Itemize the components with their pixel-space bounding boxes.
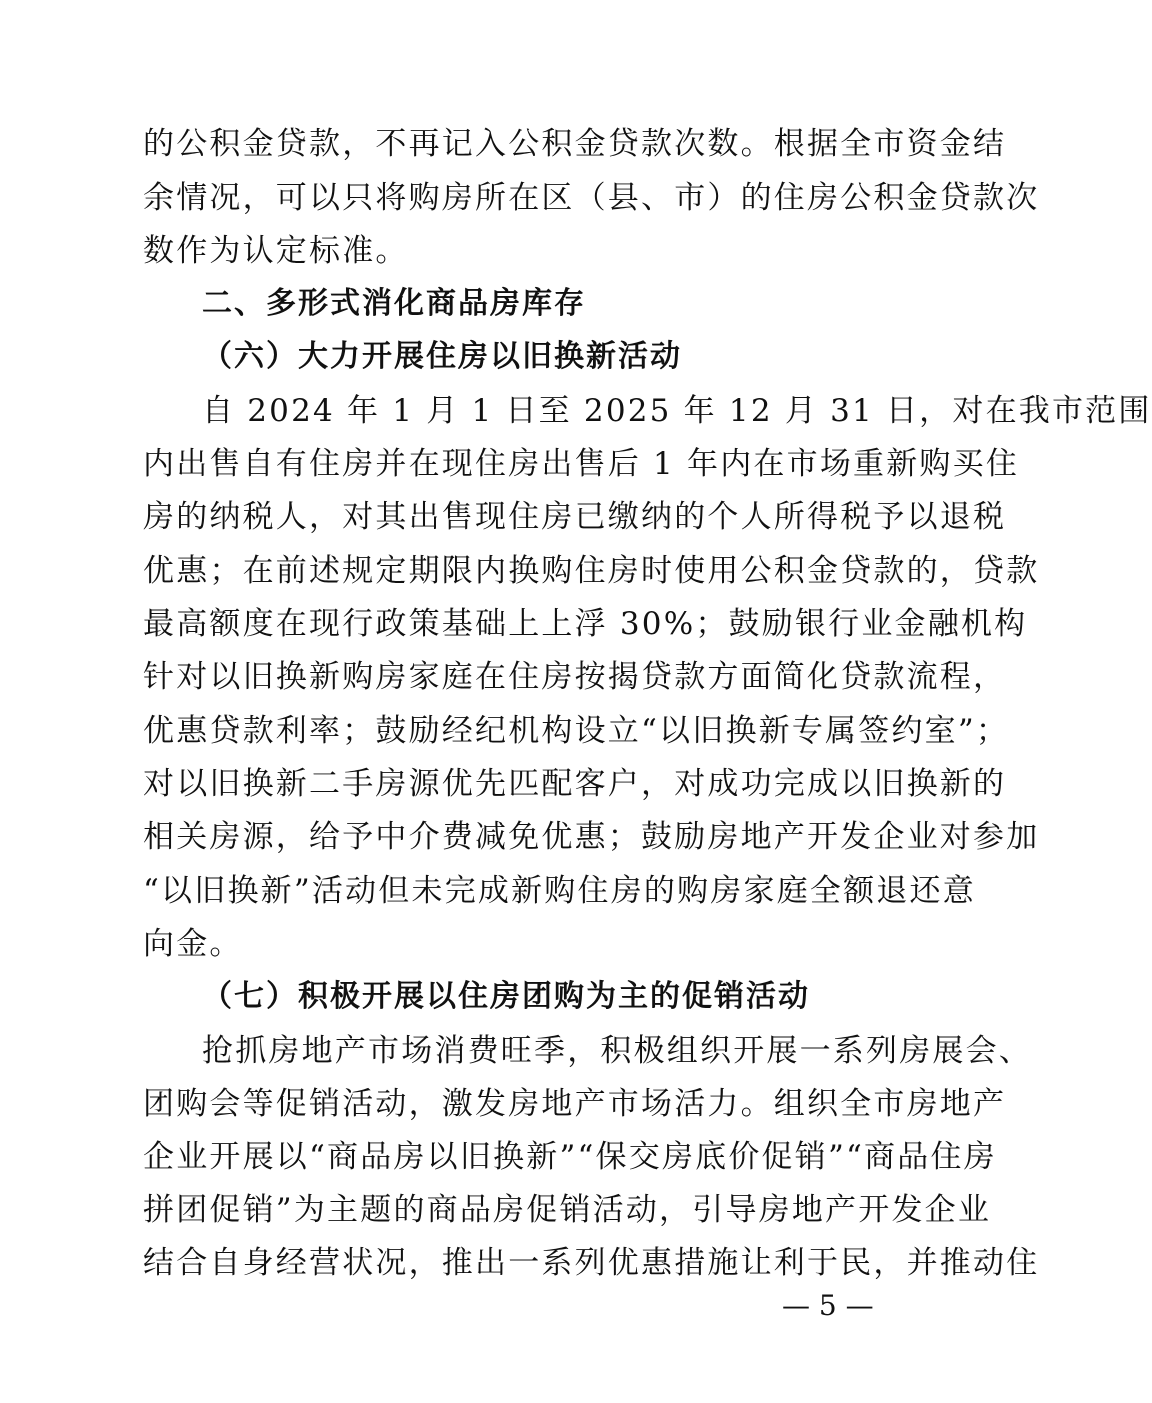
paragraph-6-line-2: 内出售自有住房并在现住房出售后 1 年内在市场重新购买住 (143, 446, 1020, 482)
paragraph-6-line-4: 优惠；在前述规定期限内换购住房时使用公积金贷款的，贷款 (143, 553, 1040, 589)
paragraph-6-line-5: 最高额度在现行政策基础上上浮 30%；鼓励银行业金融机构 (143, 606, 1028, 642)
paragraph-6-line-9: 相关房源，给予中介费减免优惠；鼓励房地产开发企业对参加 (143, 819, 1040, 855)
paragraph-6-line-11: 向金。 (143, 926, 243, 962)
paragraph-7-line-5: 结合自身经营状况，推出一系列优惠措施让利于民，并推动住 (143, 1245, 1040, 1281)
page-number: — 5 — (782, 1289, 874, 1322)
paragraph-6-line-3: 房的纳税人，对其出售现住房已缴纳的个人所得税予以退税 (143, 499, 1007, 535)
subsection-6-title: （六）大力开展住房以旧换新活动 (202, 339, 682, 374)
subsection-7-title: （七）积极开展以住房团购为主的促销活动 (202, 979, 810, 1014)
paragraph-6-line-6: 针对以旧换新购房家庭在住房按揭贷款方面简化贷款流程， (143, 659, 1007, 695)
intro-line-2: 余情况，可以只将购房所在区（县、市）的住房公积金贷款次 (143, 180, 1040, 216)
section-heading: 二、多形式消化商品房库存 (202, 286, 586, 321)
paragraph-6-line-10: “以旧换新”活动但未完成新购住房的购房家庭全额退还意 (143, 873, 976, 909)
paragraph-7-line-2: 团购会等促销活动，激发房地产市场活力。组织全市房地产 (143, 1086, 1007, 1122)
paragraph-6-line-7: 优惠贷款利率；鼓励经纪机构设立“以旧换新专属签约室”； (143, 713, 1010, 749)
intro-line-1: 的公积金贷款，不再记入公积金贷款次数。根据全市资金结 (143, 126, 1007, 162)
intro-line-3: 数作为认定标准。 (143, 233, 409, 269)
paragraph-7-line-1: 抢抓房地产市场消费旺季，积极组织开展一系列房展会、 (202, 1033, 1032, 1069)
paragraph-6-line-1: 自 2024 年 1 月 1 日至 2025 年 12 月 31 日，对在我市范围 (202, 393, 1152, 429)
paragraph-6-line-8: 对以旧换新二手房源优先匹配客户，对成功完成以旧换新的 (143, 766, 1007, 802)
paragraph-7-line-4: 拼团促销”为主题的商品房促销活动，引导房地产开发企业 (143, 1192, 992, 1228)
paragraph-7-line-3: 企业开展以“商品房以旧换新”“保交房底价促销”“商品住房 (143, 1139, 997, 1175)
